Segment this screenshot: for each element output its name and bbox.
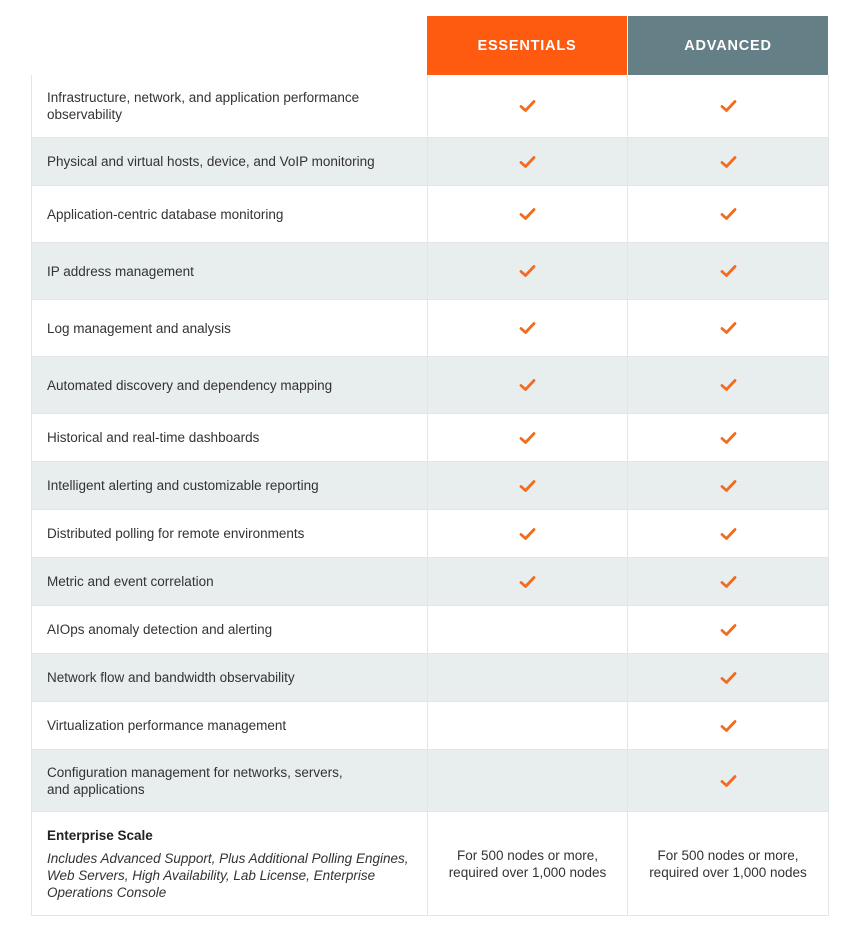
essentials-cell	[428, 606, 628, 653]
feature-label: Physical and virtual hosts, device, and VoIP monitoring	[32, 138, 428, 185]
checkmark-icon	[519, 479, 536, 493]
essentials-header: ESSENTIALS	[427, 16, 627, 75]
table-row	[32, 137, 828, 185]
table-row	[32, 242, 828, 299]
checkmark-icon	[720, 671, 737, 685]
feature-label: Configuration management for networks, servers, and applications	[32, 750, 428, 811]
checkmark-icon	[519, 431, 536, 445]
checkmark-icon	[720, 527, 737, 541]
advanced-cell	[628, 462, 828, 509]
checkmark-icon	[519, 527, 536, 541]
checkmark-icon	[720, 155, 737, 169]
enterprise-title: Enterprise Scale	[47, 827, 153, 843]
table-row	[32, 701, 828, 749]
essentials-cell	[428, 462, 628, 509]
table-row	[32, 749, 828, 811]
feature-label: Network flow and bandwidth observability	[32, 654, 428, 701]
table-row	[32, 356, 828, 413]
enterprise-description: Includes Advanced Support, Plus Additional Polling Engines, Web Servers, High Availability, Lab License, Enterprise Operations Console	[47, 850, 409, 900]
checkmark-icon	[720, 719, 737, 733]
feature-label: IP address management	[32, 243, 428, 299]
feature-label: Intelligent alerting and customizable reporting	[32, 462, 428, 509]
advanced-cell	[628, 510, 828, 557]
feature-label: Metric and event correlation	[32, 558, 428, 605]
feature-label: Historical and real-time dashboards	[32, 414, 428, 461]
table-row	[32, 653, 828, 701]
essentials-cell	[428, 558, 628, 605]
checkmark-icon	[720, 431, 737, 445]
essentials-cell	[428, 357, 628, 413]
checkmark-icon	[720, 575, 737, 589]
advanced-cell	[628, 186, 828, 242]
essentials-cell	[428, 414, 628, 461]
advanced-cell	[628, 75, 828, 137]
essentials-cell	[428, 138, 628, 185]
essentials-cell	[428, 186, 628, 242]
essentials-cell	[428, 243, 628, 299]
advanced-cell	[628, 606, 828, 653]
table-row	[32, 605, 828, 653]
checkmark-icon	[519, 264, 536, 278]
feature-label: AIOps anomaly detection and alerting	[32, 606, 428, 653]
table-row	[32, 557, 828, 605]
checkmark-icon	[720, 99, 737, 113]
enterprise-row	[32, 811, 828, 915]
feature-label: Log management and analysis	[32, 300, 428, 356]
checkmark-icon	[720, 207, 737, 221]
checkmark-icon	[720, 321, 737, 335]
advanced-header: ADVANCED	[628, 16, 828, 75]
advanced-cell	[628, 300, 828, 356]
advanced-cell	[628, 654, 828, 701]
checkmark-icon	[519, 207, 536, 221]
checkmark-icon	[720, 378, 737, 392]
essentials-cell	[428, 75, 628, 137]
essentials-cell	[428, 654, 628, 701]
advanced-cell	[628, 243, 828, 299]
table-row	[32, 75, 828, 137]
feature-label: Virtualization performance management	[32, 702, 428, 749]
feature-label: Automated discovery and dependency mapping	[32, 357, 428, 413]
comparison-table	[31, 75, 829, 916]
advanced-enterprise-note: For 500 nodes or more, required over 1,000 nodes	[649, 847, 807, 880]
essentials-cell	[428, 510, 628, 557]
feature-label: Application-centric database monitoring	[32, 186, 428, 242]
table-row	[32, 185, 828, 242]
checkmark-icon	[720, 623, 737, 637]
checkmark-icon	[720, 774, 737, 788]
enterprise-feature	[32, 812, 428, 915]
feature-label: Infrastructure, network, and application performance observability	[32, 75, 428, 137]
checkmark-icon	[519, 155, 536, 169]
essentials-enterprise-note: For 500 nodes or more, required over 1,000 nodes	[448, 847, 607, 880]
table-row	[32, 299, 828, 356]
advanced-cell	[628, 357, 828, 413]
table-row	[32, 509, 828, 557]
checkmark-icon	[519, 575, 536, 589]
checkmark-icon	[720, 264, 737, 278]
advanced-cell	[628, 558, 828, 605]
table-row	[32, 461, 828, 509]
feature-label: Distributed polling for remote environments	[32, 510, 428, 557]
essentials-enterprise-cell	[428, 812, 628, 915]
essentials-cell	[428, 750, 628, 811]
essentials-cell	[428, 702, 628, 749]
advanced-cell	[628, 750, 828, 811]
essentials-cell	[428, 300, 628, 356]
advanced-cell	[628, 138, 828, 185]
checkmark-icon	[720, 479, 737, 493]
checkmark-icon	[519, 321, 536, 335]
advanced-cell	[628, 414, 828, 461]
advanced-cell	[628, 702, 828, 749]
table-row	[32, 413, 828, 461]
advanced-enterprise-cell	[628, 812, 828, 915]
checkmark-icon	[519, 99, 536, 113]
checkmark-icon	[519, 378, 536, 392]
